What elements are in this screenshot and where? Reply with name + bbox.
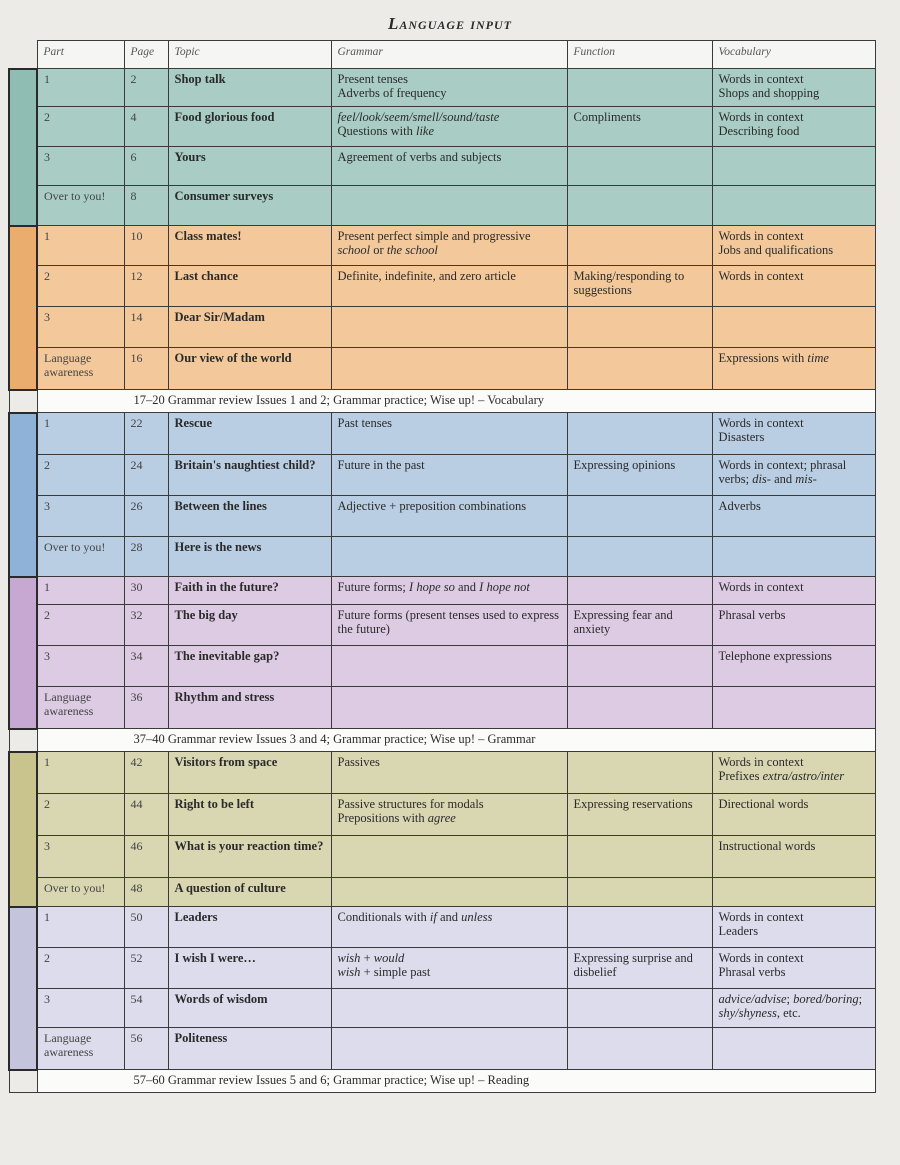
cell-topic: What is your reaction time? xyxy=(168,836,331,878)
header-function: Function xyxy=(567,41,712,69)
cell-function: Making/responding to suggestions xyxy=(567,266,712,307)
cell-topic: Shop talk xyxy=(168,69,331,107)
cell-vocabulary: Expressions with time xyxy=(712,348,875,390)
cell-page: 46 xyxy=(124,836,168,878)
cell-topic: Visitors from space xyxy=(168,752,331,794)
review-gap xyxy=(9,1070,37,1093)
cell-part: 1 xyxy=(37,752,124,794)
cell-function: Expressing fear and anxiety xyxy=(567,605,712,646)
review-row xyxy=(9,729,875,752)
cell-function xyxy=(567,69,712,107)
cell-page: 16 xyxy=(124,348,168,390)
table-row xyxy=(9,687,875,729)
cell-part: 3 xyxy=(37,307,124,348)
cell-part: Over to you! xyxy=(37,537,124,577)
issue-label xyxy=(9,907,37,1070)
table-row xyxy=(9,646,875,687)
cell-vocabulary: Words in context Phrasal verbs xyxy=(712,948,875,989)
review-gap xyxy=(9,729,37,752)
page-title: Language input xyxy=(388,14,512,33)
cell-part: 2 xyxy=(37,107,124,147)
cell-function xyxy=(567,348,712,390)
cell-part: 1 xyxy=(37,577,124,605)
cell-function xyxy=(567,496,712,537)
cell-page: 56 xyxy=(124,1028,168,1070)
cell-grammar: Passives xyxy=(331,752,567,794)
cell-function xyxy=(567,1028,712,1070)
table-row xyxy=(9,948,875,989)
cell-part: 2 xyxy=(37,266,124,307)
cell-function xyxy=(567,147,712,186)
cell-part: 2 xyxy=(37,948,124,989)
cell-grammar: feel/look/seem/smell/sound/taste Questions with like xyxy=(331,107,567,147)
cell-topic: I wish I were… xyxy=(168,948,331,989)
cell-vocabulary: Words in context Disasters xyxy=(712,413,875,455)
table-row xyxy=(9,226,875,266)
cell-part: 3 xyxy=(37,147,124,186)
cell-grammar xyxy=(331,836,567,878)
issue-label xyxy=(9,577,37,729)
cell-grammar: wish + would wish + simple past xyxy=(331,948,567,989)
cell-topic: Leaders xyxy=(168,907,331,948)
issue-label xyxy=(9,69,37,226)
cell-grammar: Agreement of verbs and subjects xyxy=(331,147,567,186)
cell-function: Compliments xyxy=(567,107,712,147)
cell-grammar xyxy=(331,307,567,348)
cell-grammar xyxy=(331,1028,567,1070)
cell-topic: Food glorious food xyxy=(168,107,331,147)
cell-part: Over to you! xyxy=(37,878,124,907)
table-row xyxy=(9,496,875,537)
header-vocabulary: Vocabulary xyxy=(712,41,875,69)
cell-page: 10 xyxy=(124,226,168,266)
cell-vocabulary: Words in context Shops and shopping xyxy=(712,69,875,107)
cell-part: 3 xyxy=(37,989,124,1028)
cell-topic: Rescue xyxy=(168,413,331,455)
cell-topic: Politeness xyxy=(168,1028,331,1070)
cell-vocabulary: Words in context Leaders xyxy=(712,907,875,948)
cell-part: Language awareness xyxy=(37,687,124,729)
cell-topic: The inevitable gap? xyxy=(168,646,331,687)
cell-vocabulary: Words in context; phrasal verbs; dis- and mis- xyxy=(712,455,875,496)
cell-vocabulary: advice/advise; bored/boring; shy/shyness, etc. xyxy=(712,989,875,1028)
cell-part: 1 xyxy=(37,907,124,948)
table-row xyxy=(9,413,875,455)
cell-grammar xyxy=(331,348,567,390)
cell-function xyxy=(567,907,712,948)
cell-page: 6 xyxy=(124,147,168,186)
cell-page: 34 xyxy=(124,646,168,687)
cell-vocabulary: Directional words xyxy=(712,794,875,836)
cell-function: Expressing opinions xyxy=(567,455,712,496)
header-topic: Topic xyxy=(168,41,331,69)
table-row xyxy=(9,878,875,907)
table-row xyxy=(9,989,875,1028)
cell-function xyxy=(567,646,712,687)
cell-part: Over to you! xyxy=(37,186,124,226)
table-row xyxy=(9,307,875,348)
cell-vocabulary xyxy=(712,687,875,729)
table-row xyxy=(9,907,875,948)
cell-function xyxy=(567,752,712,794)
cell-topic: Between the lines xyxy=(168,496,331,537)
header-row xyxy=(9,41,875,69)
cell-grammar xyxy=(331,989,567,1028)
table-row xyxy=(9,69,875,107)
table-row xyxy=(9,605,875,646)
cell-vocabulary: Telephone expressions xyxy=(712,646,875,687)
cell-part: 2 xyxy=(37,605,124,646)
issue-label xyxy=(9,226,37,390)
cell-page: 22 xyxy=(124,413,168,455)
cell-topic: Last chance xyxy=(168,266,331,307)
cell-function: Expressing surprise and disbelief xyxy=(567,948,712,989)
cell-function xyxy=(567,413,712,455)
table-row xyxy=(9,186,875,226)
cell-page: 52 xyxy=(124,948,168,989)
table-row xyxy=(9,455,875,496)
table-row xyxy=(9,577,875,605)
review-text: 37–40 Grammar review Issues 3 and 4; Grammar practice; Wise up! – Grammar xyxy=(37,729,875,752)
cell-vocabulary: Words in context Describing food xyxy=(712,107,875,147)
cell-topic: Here is the news xyxy=(168,537,331,577)
cell-grammar: Adjective + preposition combinations xyxy=(331,496,567,537)
header-part: Part xyxy=(37,41,124,69)
header-page: Page xyxy=(124,41,168,69)
cell-topic: Words of wisdom xyxy=(168,989,331,1028)
cell-page: 2 xyxy=(124,69,168,107)
cell-page: 26 xyxy=(124,496,168,537)
cell-vocabulary: Instructional words xyxy=(712,836,875,878)
cell-part: 1 xyxy=(37,413,124,455)
cell-part: Language awareness xyxy=(37,1028,124,1070)
cell-vocabulary: Words in context xyxy=(712,577,875,605)
cell-function xyxy=(567,687,712,729)
cell-page: 50 xyxy=(124,907,168,948)
table-row xyxy=(9,266,875,307)
cell-part: 2 xyxy=(37,794,124,836)
review-text: 17–20 Grammar review Issues 1 and 2; Grammar practice; Wise up! – Vocabulary xyxy=(37,390,875,413)
cell-topic: Consumer surveys xyxy=(168,186,331,226)
cell-vocabulary xyxy=(712,186,875,226)
cell-page: 4 xyxy=(124,107,168,147)
review-gap xyxy=(9,390,37,413)
cell-page: 32 xyxy=(124,605,168,646)
table-row xyxy=(9,147,875,186)
cell-page: 42 xyxy=(124,752,168,794)
table-row xyxy=(9,348,875,390)
cell-part: 3 xyxy=(37,836,124,878)
table-row xyxy=(9,794,875,836)
cell-part: 1 xyxy=(37,69,124,107)
cell-function xyxy=(567,186,712,226)
cell-topic: Right to be left xyxy=(168,794,331,836)
cell-vocabulary: Words in context xyxy=(712,266,875,307)
cell-grammar: Future forms (present tenses used to express the future) xyxy=(331,605,567,646)
cell-function xyxy=(567,989,712,1028)
table-row xyxy=(9,1028,875,1070)
cell-vocabulary xyxy=(712,147,875,186)
cell-topic: Britain's naughtiest child? xyxy=(168,455,331,496)
cell-grammar: Conditionals with if and unless xyxy=(331,907,567,948)
cell-topic: Yours xyxy=(168,147,331,186)
cell-vocabulary xyxy=(712,1028,875,1070)
cell-part: Language awareness xyxy=(37,348,124,390)
cell-part: 2 xyxy=(37,455,124,496)
cell-function xyxy=(567,307,712,348)
cell-page: 8 xyxy=(124,186,168,226)
table-body xyxy=(9,69,875,1093)
cell-function xyxy=(567,226,712,266)
cell-grammar: Future forms; I hope so and I hope not xyxy=(331,577,567,605)
header-grammar: Grammar xyxy=(331,41,567,69)
cell-vocabulary: Words in context Prefixes extra/astro/inter xyxy=(712,752,875,794)
review-text: 57–60 Grammar review Issues 5 and 6; Grammar practice; Wise up! – Reading xyxy=(37,1070,875,1093)
cell-page: 36 xyxy=(124,687,168,729)
issue-label xyxy=(9,413,37,577)
cell-vocabulary: Phrasal verbs xyxy=(712,605,875,646)
issue-label xyxy=(9,752,37,907)
cell-part: 3 xyxy=(37,496,124,537)
cell-topic: Rhythm and stress xyxy=(168,687,331,729)
header-corner xyxy=(9,41,37,69)
cell-function xyxy=(567,537,712,577)
cell-part: 3 xyxy=(37,646,124,687)
cell-grammar: Present perfect simple and progressive school or the school xyxy=(331,226,567,266)
cell-grammar xyxy=(331,646,567,687)
review-row xyxy=(9,1070,875,1093)
cell-vocabulary xyxy=(712,307,875,348)
review-row xyxy=(9,390,875,413)
cell-page: 12 xyxy=(124,266,168,307)
cell-topic: Faith in the future? xyxy=(168,577,331,605)
cell-vocabulary: Adverbs xyxy=(712,496,875,537)
cell-topic: The big day xyxy=(168,605,331,646)
language-input-table xyxy=(8,40,876,1093)
cell-part: 1 xyxy=(37,226,124,266)
cell-grammar: Definite, indefinite, and zero article xyxy=(331,266,567,307)
cell-topic: Dear Sir/Madam xyxy=(168,307,331,348)
cell-grammar: Past tenses xyxy=(331,413,567,455)
cell-page: 48 xyxy=(124,878,168,907)
cell-vocabulary xyxy=(712,878,875,907)
cell-grammar xyxy=(331,687,567,729)
cell-vocabulary xyxy=(712,537,875,577)
cell-grammar xyxy=(331,878,567,907)
cell-topic: Class mates! xyxy=(168,226,331,266)
cell-grammar xyxy=(331,537,567,577)
table-row xyxy=(9,107,875,147)
cell-page: 14 xyxy=(124,307,168,348)
cell-topic: Our view of the world xyxy=(168,348,331,390)
cell-page: 30 xyxy=(124,577,168,605)
cell-page: 44 xyxy=(124,794,168,836)
cell-page: 28 xyxy=(124,537,168,577)
table-row xyxy=(9,752,875,794)
cell-page: 54 xyxy=(124,989,168,1028)
cell-function: Expressing reservations xyxy=(567,794,712,836)
cell-function xyxy=(567,878,712,907)
cell-topic: A question of culture xyxy=(168,878,331,907)
cell-grammar: Future in the past xyxy=(331,455,567,496)
table-row xyxy=(9,537,875,577)
cell-grammar xyxy=(331,186,567,226)
cell-function xyxy=(567,577,712,605)
cell-grammar: Present tenses Adverbs of frequency xyxy=(331,69,567,107)
cell-vocabulary: Words in context Jobs and qualifications xyxy=(712,226,875,266)
table-row xyxy=(9,836,875,878)
cell-grammar: Passive structures for modals Prepositions with agree xyxy=(331,794,567,836)
cell-function xyxy=(567,836,712,878)
cell-page: 24 xyxy=(124,455,168,496)
